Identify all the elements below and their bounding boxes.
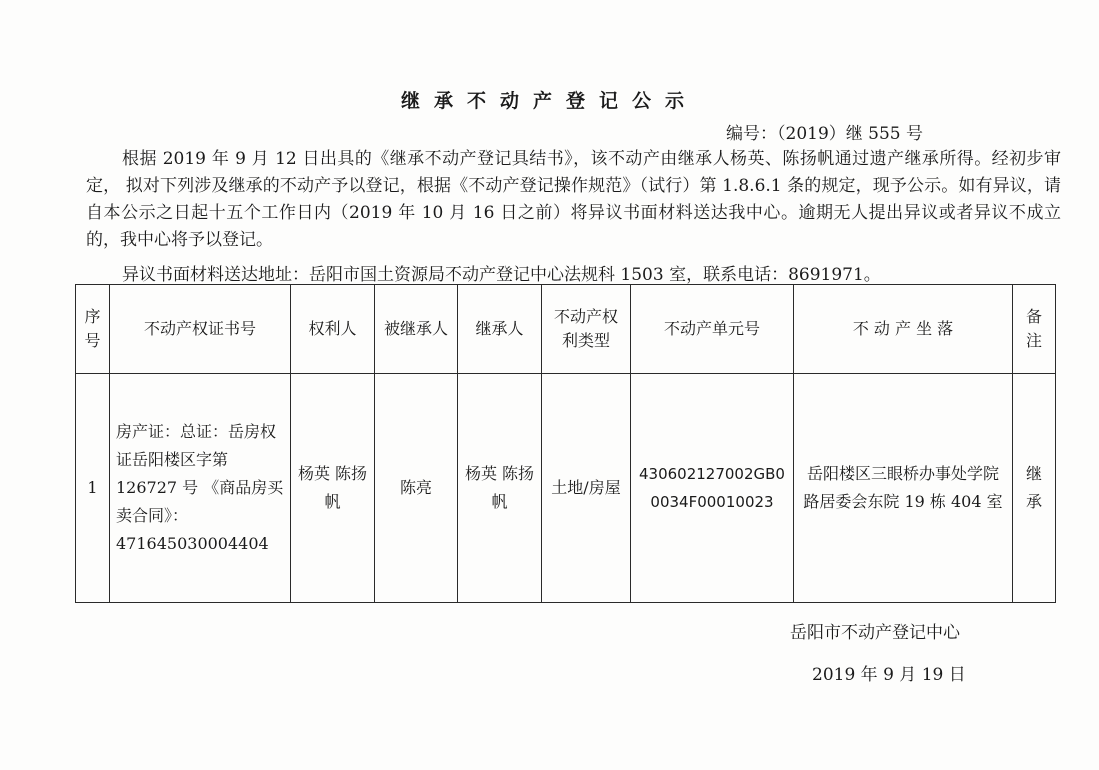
cell-unit-no: [631, 374, 794, 603]
header-seq: 序号: [76, 285, 110, 374]
notice-body: 根据 2019 年 9 月 12 日出具的《继承不动产登记具结书》，该不动产由继承人杨英、陈扬帆通过遗产继承所得。经初步审定， 拟对下列涉及继承的不动产予以登记，根据《不动产登记操作规范》（试行）第 1.8.6.1 条的规定，现予公示。如有异议，请自本公示之日起十五个工作日内（2019 年 10 月 16 日之前）将异议书面材料送达我中心。逾期无人提出异议或者异议不成立的，我中心将予以登记。: [86, 149, 1061, 250]
cell-seq: 1: [76, 374, 110, 603]
header-cert-no: 不动产权证书号: [110, 285, 291, 374]
registration-table: [75, 284, 1056, 603]
cell-decedent: 陈亮: [375, 374, 458, 603]
document-title: 继承不动产登记公示: [400, 90, 698, 112]
cell-heir: 杨英 陈扬帆: [458, 374, 542, 603]
issuing-organization: 岳阳市不动产登记中心: [790, 623, 960, 643]
header-unit-no: 不动产单元号: [631, 285, 794, 374]
header-owner: 权利人: [291, 285, 375, 374]
header-decedent: 被继承人: [375, 285, 458, 374]
header-location: 不 动 产 坐 落: [794, 285, 1013, 374]
issue-date: 2019 年 9 月 19 日: [812, 665, 966, 685]
cell-owner: 杨英 陈扬帆: [291, 374, 375, 603]
cell-cert-no: 房产证：总证：岳房权证岳阳楼区字第 126727 号 《商品房买卖合同》：471645030004404: [110, 374, 291, 603]
table-header-row: [76, 285, 1056, 374]
unit-no-text: 430602127002GB00034F00010023: [639, 465, 785, 511]
table-row: [76, 374, 1056, 603]
cell-location: 岳阳楼区三眼桥办事处学院路居委会东院 19 栋 404 室: [794, 374, 1013, 603]
header-remark: 备注: [1013, 285, 1056, 374]
objection-address: 异议书面材料送达地址：岳阳市国土资源局不动产登记中心法规科 1503 室，联系电话：8691971。: [122, 265, 881, 285]
cell-remark: 继承: [1013, 374, 1056, 603]
header-right-type: 不动产权利类型: [542, 285, 631, 374]
cell-right-type: 土地/房屋: [542, 374, 631, 603]
document-number: 编号：（2019）继 555 号: [726, 124, 924, 144]
header-heir: 继承人: [458, 285, 542, 374]
